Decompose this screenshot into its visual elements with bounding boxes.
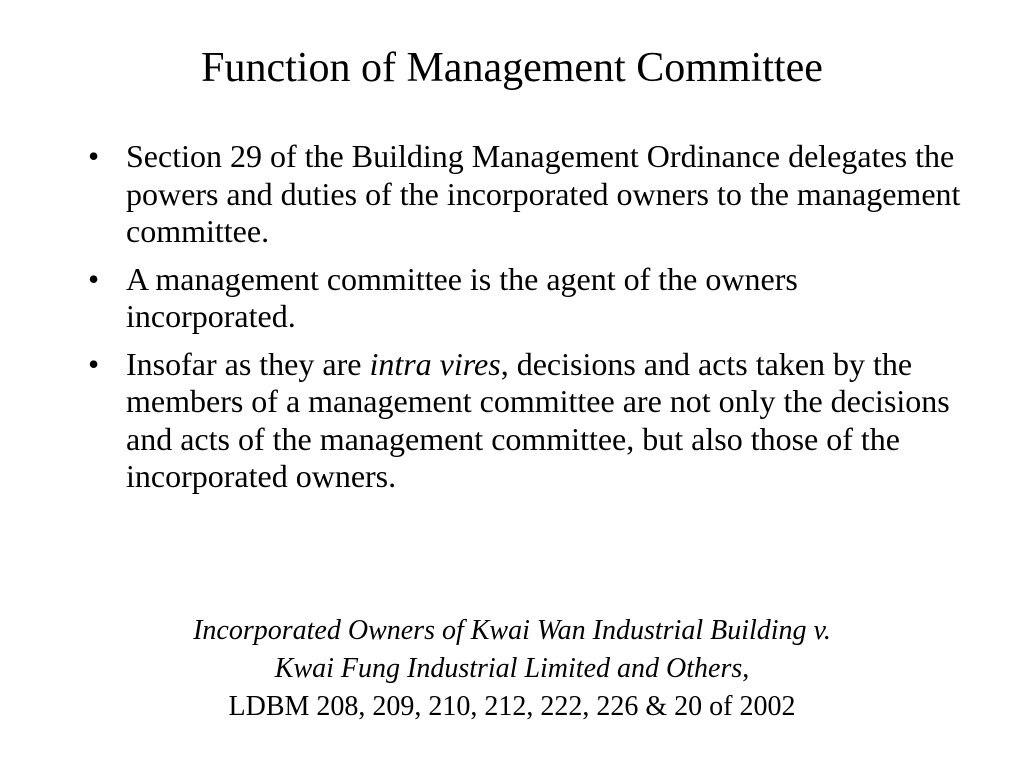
bullet-text-suffix: , decisions and acts taken by the members of a management committee are not only the decisions and acts of the management committee, but also those of the incorporated owners. (126, 345, 950, 494)
citation-comma: , (742, 653, 750, 684)
citation-reference: LDBM 208, 209, 210, 212, 222, 226 & 20 of 2002 (228, 691, 796, 722)
bullet-list (88, 138, 968, 506)
bullet-item-section-29 (88, 138, 968, 251)
bullet-item-intra-vires (88, 346, 968, 496)
bullet-text-prefix: Insofar as they are (126, 345, 370, 382)
citation-case-name-line1: Incorporated Owners of Kwai Wan Industrial Building v. (193, 615, 831, 646)
slide-title: Function of Management Committee (201, 45, 823, 91)
citation-party-name: Kwai Fung Industrial Limited and Others (274, 653, 743, 684)
case-citation (0, 612, 1024, 726)
bullet-item-agent (88, 261, 968, 336)
bullet-icon: • (88, 260, 100, 297)
bullet-text: A management committee is the agent of the owners incorporated. (126, 260, 798, 334)
bullet-text: Section 29 of the Building Management Ordinance delegates the powers and duties of the incorporated owners to the management committee. (126, 138, 961, 249)
bullet-icon: • (88, 345, 100, 382)
bullet-icon: • (88, 138, 100, 174)
citation-case-name-line2 (0, 650, 1024, 688)
bullet-text-italic: intra vires (369, 345, 501, 382)
